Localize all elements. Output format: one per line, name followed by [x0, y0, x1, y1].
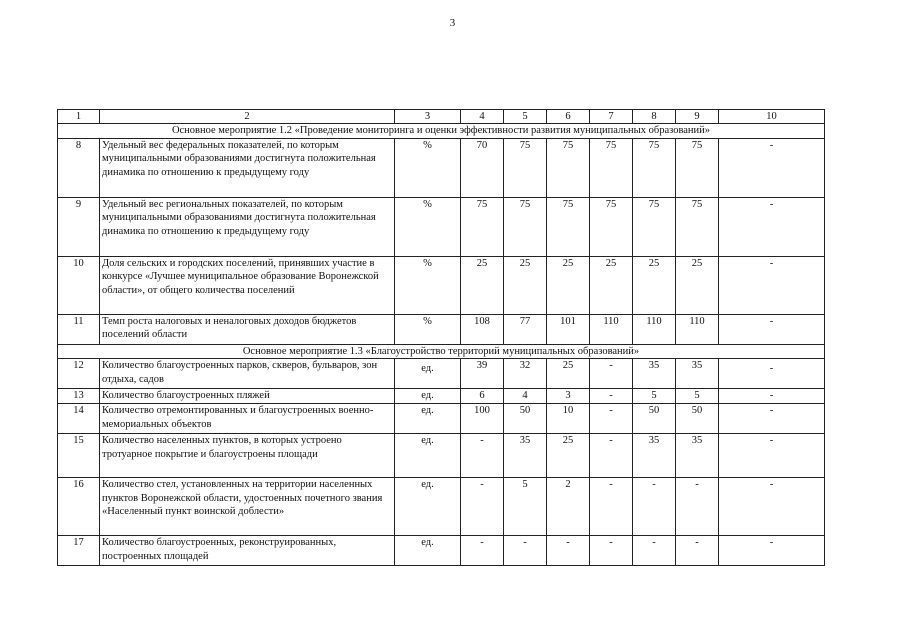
row-value: 110 [676, 314, 719, 344]
row-value: - [676, 478, 719, 536]
section-row [58, 344, 825, 358]
row-description: Доля сельских и городских поселений, принявших участие в конкурсе «Лучшее муниципальное образование Воронежской области», от общего количества поселений [100, 256, 395, 314]
row-value: 35 [504, 434, 547, 478]
row-note: - [719, 314, 825, 344]
header-cell: 1 [58, 110, 100, 124]
indicators-table [57, 109, 825, 566]
row-number: 8 [58, 138, 100, 197]
row-value: 110 [633, 314, 676, 344]
table-row [58, 359, 825, 389]
row-value: 25 [504, 256, 547, 314]
row-value: 75 [633, 138, 676, 197]
row-description: Количество благоустроенных пляжей [100, 389, 395, 404]
row-number: 12 [58, 359, 100, 389]
row-unit: % [395, 256, 461, 314]
table-row [58, 314, 825, 344]
row-value: 101 [547, 314, 590, 344]
row-value: 75 [504, 197, 547, 256]
row-value: 75 [590, 197, 633, 256]
row-number: 9 [58, 197, 100, 256]
row-note: - [719, 434, 825, 478]
row-note: - [719, 478, 825, 536]
row-value: 25 [547, 359, 590, 389]
row-value: 6 [461, 389, 504, 404]
row-value: - [676, 536, 719, 566]
table-row [58, 478, 825, 536]
row-value: 75 [547, 138, 590, 197]
row-value: 75 [547, 197, 590, 256]
header-cell: 8 [633, 110, 676, 124]
row-value: 3 [547, 389, 590, 404]
row-value: 70 [461, 138, 504, 197]
row-value: 35 [633, 434, 676, 478]
header-cell: 9 [676, 110, 719, 124]
row-description: Удельный вес федеральных показателей, по которым муниципальными образованиями достигнута положительная динамика по отношению к предыдущему году [100, 138, 395, 197]
row-note: - [719, 404, 825, 434]
table-row [58, 197, 825, 256]
row-unit: ед. [395, 389, 461, 404]
row-description: Количество благоустроенных, реконструированных, построенных площадей [100, 536, 395, 566]
row-number: 14 [58, 404, 100, 434]
row-value: 5 [504, 478, 547, 536]
row-value: - [547, 536, 590, 566]
row-value: 39 [461, 359, 504, 389]
table-row [58, 389, 825, 404]
row-value: - [590, 478, 633, 536]
row-unit: ед. [395, 434, 461, 478]
row-value: - [461, 536, 504, 566]
row-value: 100 [461, 404, 504, 434]
row-value: - [590, 434, 633, 478]
row-note: - [719, 138, 825, 197]
row-value: - [590, 404, 633, 434]
header-cell: 4 [461, 110, 504, 124]
row-number: 10 [58, 256, 100, 314]
row-value: 50 [504, 404, 547, 434]
row-value: - [633, 478, 676, 536]
row-value: 4 [504, 389, 547, 404]
table-row [58, 138, 825, 197]
row-value: 25 [461, 256, 504, 314]
row-unit: % [395, 314, 461, 344]
row-value: 5 [633, 389, 676, 404]
header-cell: 10 [719, 110, 825, 124]
row-value: 35 [676, 359, 719, 389]
row-unit: % [395, 138, 461, 197]
row-value: 75 [676, 197, 719, 256]
table-row [58, 434, 825, 478]
row-value: 25 [676, 256, 719, 314]
section-row [58, 124, 825, 138]
table-row [58, 256, 825, 314]
row-description: Количество населенных пунктов, в которых устроено тротуарное покрытие и благоустроены площади [100, 434, 395, 478]
row-unit: ед. [395, 404, 461, 434]
row-description: Количество отремонтированных и благоустроенных военно-мемориальных объектов [100, 404, 395, 434]
row-number: 16 [58, 478, 100, 536]
row-value: 10 [547, 404, 590, 434]
row-unit: % [395, 197, 461, 256]
row-note: - [719, 359, 825, 389]
header-cell: 7 [590, 110, 633, 124]
row-value: 108 [461, 314, 504, 344]
row-value: 32 [504, 359, 547, 389]
row-note: - [719, 256, 825, 314]
section-title-1-3: Основное мероприятие 1.3 «Благоустройство территорий муниципальных образований» [58, 344, 825, 358]
row-unit: ед. [395, 478, 461, 536]
row-value: - [461, 478, 504, 536]
header-cell: 2 [100, 110, 395, 124]
table-row [58, 536, 825, 566]
row-value: 25 [547, 434, 590, 478]
row-value: 75 [461, 197, 504, 256]
row-note: - [719, 536, 825, 566]
row-value: 25 [547, 256, 590, 314]
row-number: 17 [58, 536, 100, 566]
row-unit: ед. [395, 359, 461, 389]
row-value: 25 [590, 256, 633, 314]
row-description: Темп роста налоговых и неналоговых доходов бюджетов поселений области [100, 314, 395, 344]
header-cell: 3 [395, 110, 461, 124]
row-value: 110 [590, 314, 633, 344]
row-note: - [719, 389, 825, 404]
row-value: 2 [547, 478, 590, 536]
row-value: 5 [676, 389, 719, 404]
row-value: 50 [676, 404, 719, 434]
row-value: 75 [676, 138, 719, 197]
page-number: 3 [449, 17, 456, 29]
header-cell: 6 [547, 110, 590, 124]
row-number: 15 [58, 434, 100, 478]
row-value: - [590, 536, 633, 566]
table-row [58, 404, 825, 434]
row-value: - [461, 434, 504, 478]
row-unit: ед. [395, 536, 461, 566]
row-value: - [504, 536, 547, 566]
row-description: Количество стел, установленных на территории населенных пунктов Воронежской области, удостоенных почетного звания «Населенный пункт воинской доблести» [100, 478, 395, 536]
row-value: 75 [590, 138, 633, 197]
row-description: Удельный вес региональных показателей, по которым муниципальными образованиями достигнута положительная динамика по отношению к предыдущему году [100, 197, 395, 256]
row-value: 35 [633, 359, 676, 389]
row-description: Количество благоустроенных парков, скверов, бульваров, зон отдыха, садов [100, 359, 395, 389]
row-value: 77 [504, 314, 547, 344]
row-value: 75 [504, 138, 547, 197]
row-number: 13 [58, 389, 100, 404]
header-cell: 5 [504, 110, 547, 124]
row-note: - [719, 197, 825, 256]
row-value: - [590, 389, 633, 404]
row-value: - [633, 536, 676, 566]
row-value: 75 [633, 197, 676, 256]
row-value: 25 [633, 256, 676, 314]
row-value: - [590, 359, 633, 389]
row-value: 50 [633, 404, 676, 434]
row-value: 35 [676, 434, 719, 478]
section-title-1-2: Основное мероприятие 1.2 «Проведение мониторинга и оценки эффективности развития муниципальных образований» [58, 124, 825, 138]
header-row [58, 110, 825, 124]
row-number: 11 [58, 314, 100, 344]
